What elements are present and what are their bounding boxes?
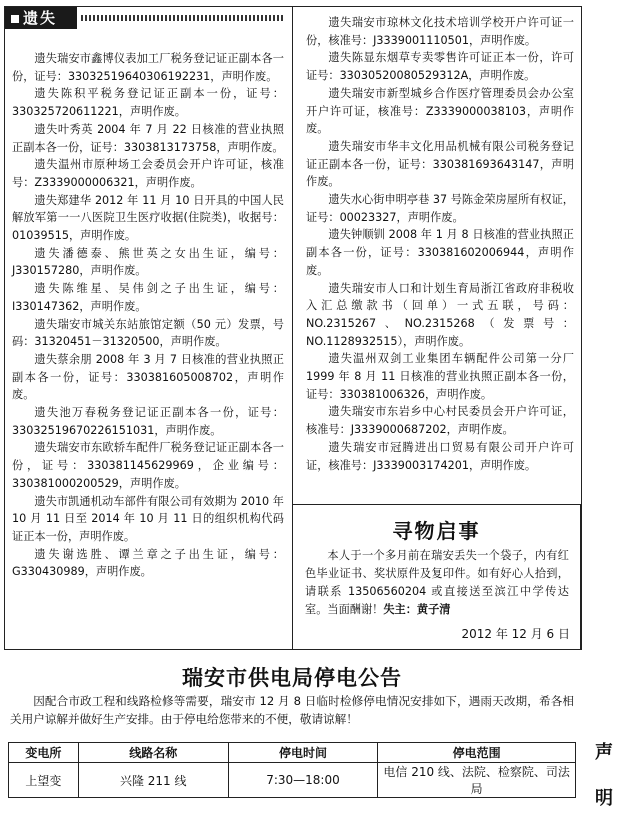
left-notices-column [12, 50, 284, 581]
notice-item: 遗失叶秀英 2004 年 7 月 22 日核准的营业执照正副本各一份，证号：3303813173758，声明作废。 [12, 122, 284, 154]
notice-item: 遗失瑞安市东岩乡中心村民委员会开户许可证，核准号：J3339000687202，声明作废。 [306, 405, 574, 437]
section-header [5, 7, 288, 29]
notice-item: 遗失温州市原种场工会委员会开户许可证，核准号：Z3339000006321，声明作废。 [12, 158, 284, 189]
column-divider [292, 6, 293, 504]
power-outage-notice [4, 650, 580, 800]
found-notice-text: 本人于一个多月前在瑞安丢失一个袋子，内有红色毕业证书、奖状原件及复印件。如有好心人拾到，请联系 13506560204 或直接送至滨江中学传达室。当面酬谢！ [305, 549, 569, 616]
notice-item: 遗失郑建华 2012 年 11 月 10 日开具的中国人民解放军第一一八医院卫生医疗收据(住院类)，收据号：01039515，声明作废。 [12, 193, 284, 243]
notice-item: 遗失瑞安市东欧轿车配件厂税务登记证正副本各一份，证号：330381145629969，企业编号：3303810002​00529，声明作废。 [12, 441, 284, 490]
notice-item: 遗失水心街申明亭巷 37 号陈金荣房屋所有权证，证号：00023327，声明作废。 [306, 193, 574, 224]
section-tag [5, 7, 77, 29]
notice-item: 遗失谢选胜、谭兰章之子出生证，编号：G330430989，声明作废。 [12, 547, 284, 579]
table-header-cell: 停电范围 [378, 743, 576, 763]
table-cell: 上望变 [9, 763, 79, 798]
side-label-char: 声 [595, 742, 613, 763]
section-label: 遗失 [23, 9, 58, 27]
table-cell: 电信 210 线、法院、检察院、司法局 [378, 763, 576, 798]
notice-item: 遗失瑞安市人口和计划生育局浙江省政府非税收入汇总缴款书（回单）一式五联，号码：NO.2315267、NO.2315268（发票号：NO.1128932515），声明作废。 [306, 281, 574, 348]
notice-item: 遗失钟顺钏 2008 年 1 月 8 日核准的营业执照正副本各一份，证号：330381602006944，声明作废。 [306, 228, 574, 277]
found-notice-signature: 失主：黄子清 [383, 603, 451, 616]
dotted-rule [81, 15, 285, 21]
notice-item: 遗失陈积平税务登记证正副本一份，证号：330325720611221，声明作废。 [12, 87, 284, 119]
notice-item: 遗失潘德泰、熊世英之女出生证，编号：J330157280，声明作废。 [12, 246, 284, 278]
notice-item: 遗失市凯通机动车部件有限公司有效期为 2010 年 10 月 11 日至 2014 年 10 月 11 日的组织机构代码证正本一份，声明作废。 [12, 494, 284, 543]
table-header-cell: 线路名称 [78, 743, 228, 763]
table-header-row [9, 743, 576, 763]
side-label [590, 730, 618, 822]
notice-item: 遗失瑞安市城关东站旅馆定额（50 元）发票，号码：31320451－31320500，声明作废。 [12, 317, 284, 349]
table-cell: 7:30—18:00 [228, 763, 378, 798]
notice-item: 遗失瑞安市鑫博仪表加工厂税务登记证正副本各一份，证号：330325196403061922​31，声明作废。 [12, 52, 284, 83]
right-notices-column [306, 14, 574, 474]
found-notice-title: 寻物启事 [392, 519, 481, 543]
notice-item: 遗失陈显东烟草专卖零售许可证正本一份，许可证号：33030520080529312A，声明作废。 [306, 51, 574, 83]
table-cell: 兴隆 211 线 [78, 763, 228, 798]
notice-item: 遗失温州双剑工业集团车辆配件公司第一分厂 1999 年 8 月 11 日核准的营业执照正副本各一份，证号：330381006326，声明作废。 [306, 352, 574, 401]
outage-description: 因配合市政工程和线路检修等需要，瑞安市 12 月 8 日临时检修停电情况安排如下，遇雨天改期，希各相关用户谅解并做好生产安排。由于停电给您带来的不便，敬请谅解！ [10, 694, 574, 726]
table-header-cell: 变电所 [9, 743, 79, 763]
square-icon [11, 15, 19, 23]
notice-item: 遗失瑞安市琼林文化技术培训学校开户许可证一份，核准号：J3339001110501，声明作废。 [306, 16, 574, 47]
notice-item: 遗失陈维星、吴伟剑之子出生证，编号：I330147362，声明作废。 [12, 282, 284, 313]
found-notice-body [305, 547, 569, 619]
notice-item: 遗失蔡余朋 2008 年 3 月 7 日核准的营业执照正副本各一份，证号：330381605008702，声明作废。 [12, 352, 284, 402]
notice-item: 遗失瑞安市冠腾进出口贸易有限公司开户许可证，核准号：J3339003174201，声明作废。 [306, 440, 574, 472]
table-header-cell: 停电时间 [228, 743, 378, 763]
found-notice-box [292, 504, 581, 650]
outage-table [8, 742, 576, 798]
found-notice-date: 2012 年 12 月 6 日 [461, 627, 570, 641]
side-label-char: 明 [595, 788, 613, 809]
notice-item: 遗失瑞安市华丰文化用品机械有限公司税务登记证正副本各一份，证号：330381693643147，声明作废。 [306, 139, 574, 189]
table-row [9, 763, 576, 798]
outage-title: 瑞安市供电局停电公告 [182, 666, 402, 690]
notice-item: 遗失瑞安市新型城乡合作医疗管理委员会办公室开户许可证，核准号：Z3339000038103，声明作废。 [306, 86, 574, 136]
notice-item: 遗失池万春税务登记证正副本各一份，证号：330325196702261510​31，声明作废。 [12, 406, 284, 437]
